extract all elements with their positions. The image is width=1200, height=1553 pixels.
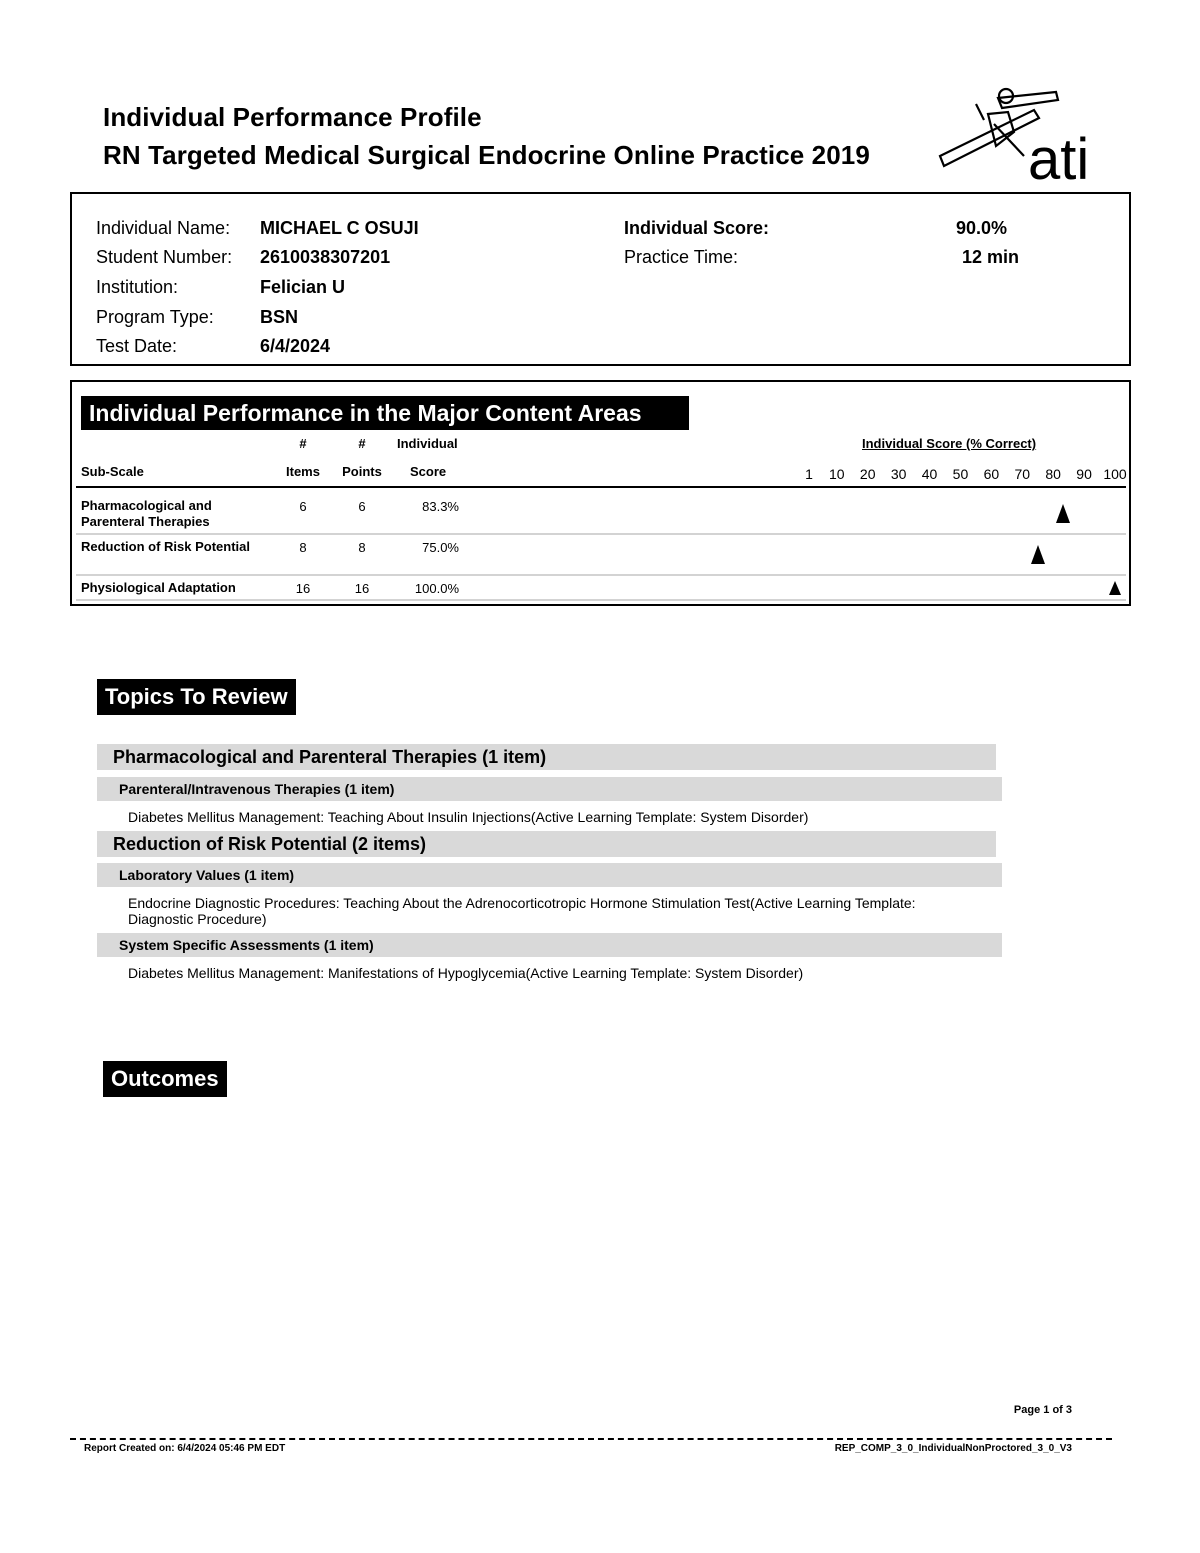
test-title: RN Targeted Medical Surgical Endocrine Online Practice 2019 [103, 140, 870, 170]
scale-tick: 30 [890, 466, 907, 482]
scale-tick: 40 [921, 466, 938, 482]
scale-tick: 90 [1076, 466, 1092, 482]
topic-subgroup: Parenteral/Intravenous Therapies (1 item) [97, 777, 1002, 801]
student-number-value: 2610038307201 [260, 247, 391, 267]
row-items: 8 [299, 540, 307, 555]
topic-subgroup: Laboratory Values (1 item) [97, 863, 1002, 887]
student-info-box [70, 192, 1131, 366]
student-number-label: Student Number: [96, 247, 233, 267]
institution-value: Felician U [260, 277, 346, 297]
row-divider [76, 599, 1126, 601]
row-subscale: Physiological Adaptation [81, 580, 236, 595]
topic-item: Diabetes Mellitus Management: Teaching About Insulin Injections(Active Learning Template: System Disorder) [128, 809, 809, 825]
score-marker [1056, 504, 1070, 523]
institution-label: Institution: [96, 277, 179, 297]
subscale-header: Sub-Scale [81, 464, 144, 479]
individual-score-value: 90.0% [956, 218, 1008, 238]
chart-title: Individual Score (% Correct) [862, 436, 1037, 451]
report-created: Report Created on: 6/4/2024 05:46 PM EDT [84, 1443, 286, 1454]
ati-logo [936, 84, 1106, 184]
performance-box [70, 380, 1131, 606]
scale-tick: 70 [1014, 466, 1031, 482]
items-header: Items [286, 464, 320, 479]
test-date-value: 6/4/2024 [260, 336, 331, 356]
row-divider [76, 533, 1126, 535]
row-items: 16 [295, 581, 311, 596]
topic-item: Diabetes Mellitus Management: Manifestations of Hypoglycemia(Active Learning Template: System Disorder) [128, 965, 804, 981]
header-rule [76, 486, 1126, 488]
topic-item: Endocrine Diagnostic Procedures: Teaching About the Adrenocorticotropic Hormone Stimulation Test(Active Learning Template: Diagnostic Procedure) [128, 895, 916, 927]
report-id: REP_COMP_3_0_IndividualNonProctored_3_0_V3 [834, 1443, 1072, 1454]
scale-tick: 10 [829, 466, 845, 482]
row-items: 6 [299, 499, 307, 514]
score-marker [1109, 581, 1121, 595]
score-header: Score [410, 464, 447, 479]
page-title: Individual Performance Profile [103, 102, 482, 132]
test-date-label: Test Date: [96, 336, 178, 356]
row-divider [76, 574, 1126, 576]
topic-subgroup: System Specific Assessments (1 item) [97, 933, 1002, 957]
name-label: Individual Name: [96, 218, 231, 238]
outcomes-heading: Outcomes [103, 1061, 227, 1097]
row-points: 6 [358, 499, 366, 514]
score-header-top: Individual [397, 436, 458, 451]
row-score: 100.0% [414, 581, 459, 596]
topic-group: Reduction of Risk Potential (2 items) [97, 831, 996, 857]
scale-tick: 100 [1103, 466, 1127, 482]
page-number: Page 1 of 3 [1013, 1404, 1072, 1416]
name-value: MICHAEL C OSUJI [260, 218, 419, 238]
row-score: 83.3% [422, 499, 459, 514]
topic-group: Pharmacological and Parenteral Therapies (1 item) [97, 744, 996, 770]
row-score: 75.0% [422, 540, 459, 555]
row-subscale: Reduction of Risk Potential [81, 539, 251, 554]
points-header-top: # [358, 436, 366, 451]
footer-divider [70, 1438, 1112, 1440]
points-header: Points [342, 464, 382, 479]
practice-time-label: Practice Time: [624, 247, 739, 267]
performance-heading: Individual Performance in the Major Content Areas [81, 396, 689, 430]
scale-tick: 60 [983, 466, 1000, 482]
row-points: 8 [358, 540, 366, 555]
individual-score-label: Individual Score: [624, 218, 770, 238]
row-subscale: Pharmacological and Parenteral Therapies [81, 498, 212, 529]
program-type-label: Program Type: [96, 307, 214, 327]
topics-heading: Topics To Review [97, 679, 296, 715]
logo-text: ati [1028, 127, 1090, 184]
scale-tick: 1 [805, 466, 813, 482]
row-points: 16 [354, 581, 370, 596]
practice-time-value: 12 min [962, 247, 1020, 267]
scale-tick: 80 [1045, 466, 1061, 482]
score-marker [1031, 545, 1045, 564]
items-header-top: # [299, 436, 307, 451]
scale-tick: 50 [952, 466, 969, 482]
program-type-value: BSN [260, 307, 299, 327]
scale-tick: 20 [859, 466, 876, 482]
